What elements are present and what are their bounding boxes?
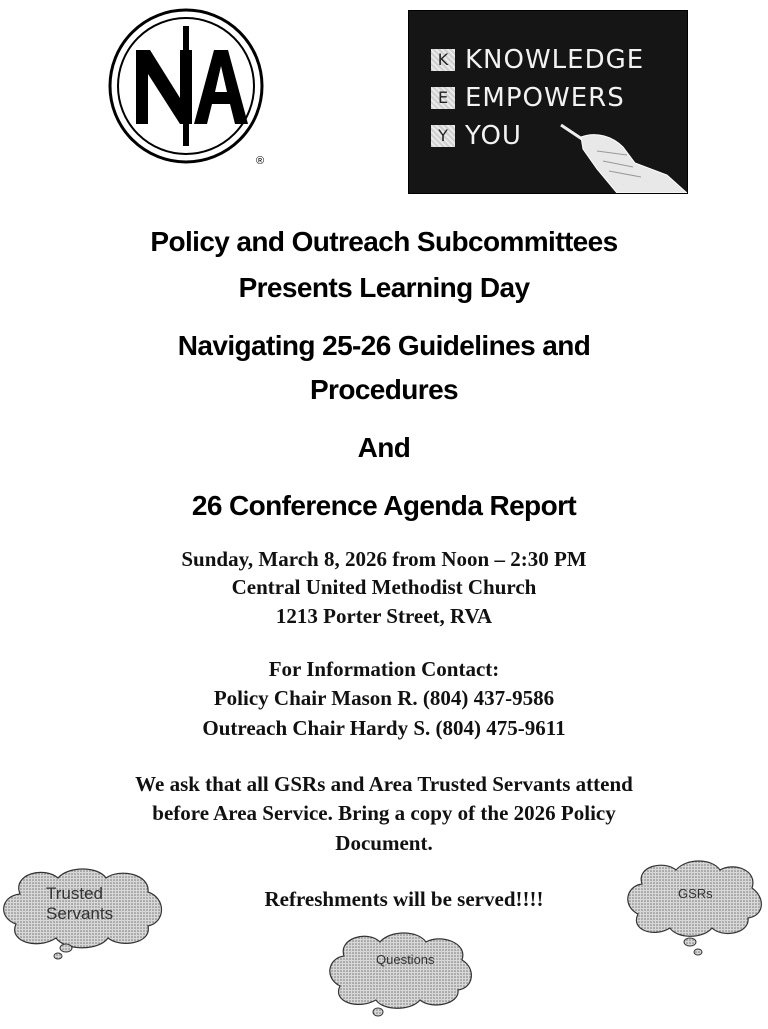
request-line-1: We ask that all GSRs and Area Trusted Servants attend <box>135 772 633 796</box>
contact-policy-chair: Policy Chair Mason R. (804) 437-9586 <box>213 686 555 710</box>
trusted-servants-cloud <box>2 864 168 960</box>
key-letter-k: K <box>431 49 455 71</box>
key-word-knowledge: KNOWLEDGE <box>465 45 645 75</box>
registered-mark: ® <box>256 155 265 167</box>
request-line-2: before Area Service. Bring a copy of the 2026 Policy <box>152 801 616 825</box>
title-line-3: Navigating 25-26 Guidelines and <box>177 330 591 361</box>
key-row-k <box>431 45 644 75</box>
hand-with-chalk-icon <box>557 111 687 193</box>
title-line-2: Presents Learning Day <box>238 272 530 303</box>
refreshments-note: Refreshments will be served!!!! <box>264 887 544 911</box>
knowledge-empowers-you-sign <box>408 10 688 194</box>
contact-heading: For Information Contact: <box>268 657 500 681</box>
key-word-empowers: EMPOWERS <box>465 83 625 113</box>
na-logo <box>106 6 276 176</box>
title-line-6: 26 Conference Agenda Report <box>191 490 577 521</box>
gsrs-cloud <box>626 858 764 958</box>
questions-cloud <box>328 928 476 1024</box>
key-word-you: YOU <box>465 121 522 151</box>
cloud-gsrs-label: GSRs <box>678 886 713 901</box>
key-row-e <box>431 83 625 113</box>
key-row-y <box>431 121 522 151</box>
event-address: 1213 Porter Street, RVA <box>275 604 493 628</box>
key-letter-e: E <box>431 87 455 109</box>
contact-outreach-chair: Outreach Chair Hardy S. (804) 475-9611 <box>202 716 566 740</box>
request-line-3: Document. <box>335 831 433 855</box>
key-letter-y: Y <box>431 125 455 147</box>
title-line-4: Procedures <box>309 374 459 405</box>
event-venue: Central United Methodist Church <box>231 575 537 599</box>
title-line-5: And <box>357 432 411 463</box>
cloud-questions-label: Questions <box>376 952 435 967</box>
title-line-1: Policy and Outreach Subcommittees <box>150 226 618 257</box>
event-datetime: Sunday, March 8, 2026 from Noon – 2:30 PM <box>181 547 587 571</box>
cloud-trusted-label: Trusted <box>46 884 104 903</box>
cloud-servants-label: Servants <box>46 904 114 923</box>
